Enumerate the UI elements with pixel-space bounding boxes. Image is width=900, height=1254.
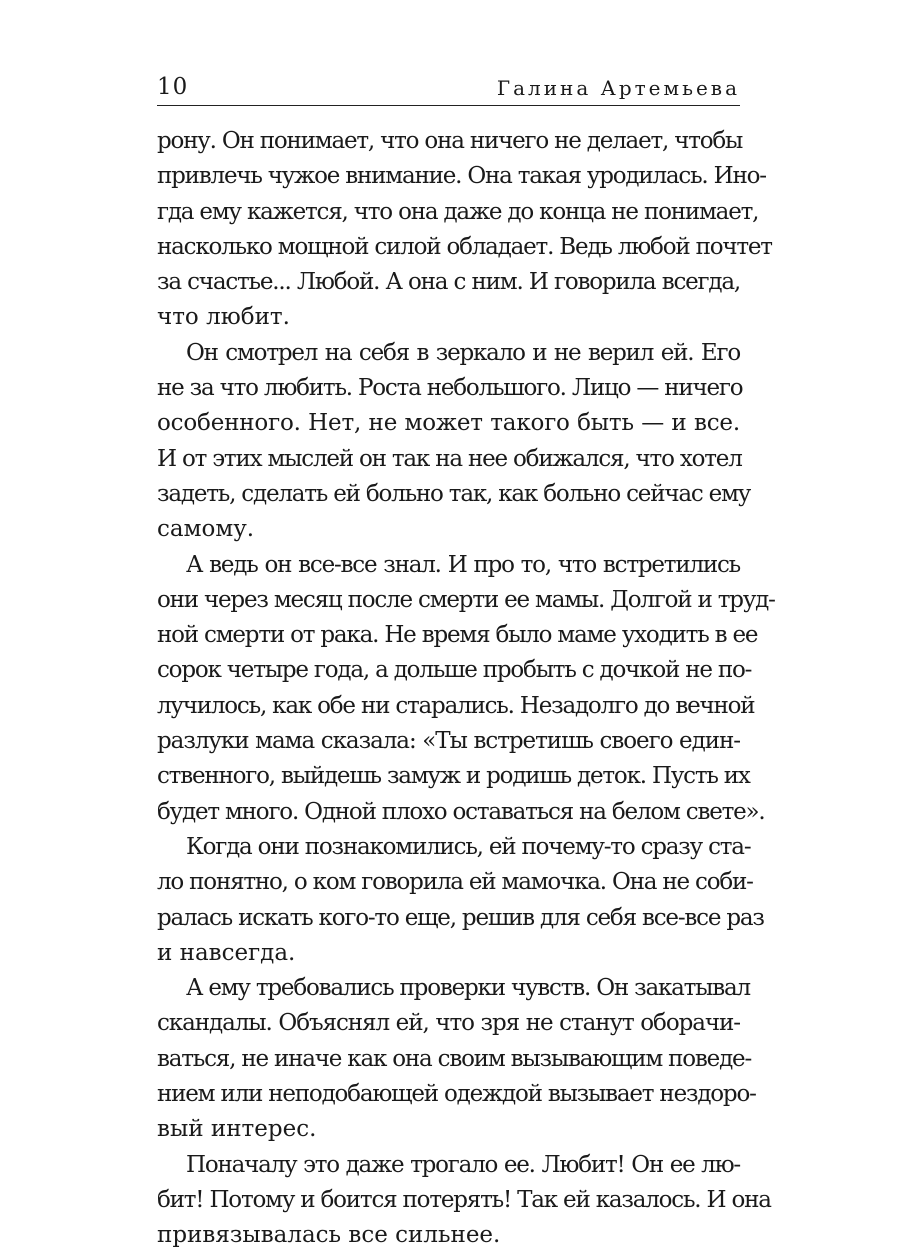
text-line: И от этих мыслей он так на нее обижался, что хотел — [157, 445, 742, 472]
text-line: насколько мощной силой обладает. Ведь любой почтет — [157, 233, 772, 260]
text-line: рону. Он понимает, что она ничего не делает, чтобы — [157, 128, 743, 154]
text-line: ло понятно, о ком говорила ей мамочка. Она не соби- — [157, 869, 753, 896]
text-line: лучилось, как обе ни старались. Незадолго до вечной — [157, 692, 755, 719]
text-line: задеть, сделать ей больно так, как больно сейчас ему — [157, 480, 751, 507]
text-line: вый интерес. — [157, 1116, 317, 1143]
paragraph — [157, 1148, 771, 1254]
text-line: ралась искать кого-то еще, решив для себя все-все раз — [157, 904, 764, 931]
header-rule — [157, 105, 740, 106]
text-line: особенного. Нет, не может такого быть — и все. — [157, 410, 740, 437]
paragraph — [157, 971, 756, 1147]
text-line: А ведь он все-все знал. И про то, что встретились — [186, 551, 740, 578]
text-line: Когда они познакомились, ей почему-то сразу ста- — [186, 833, 751, 860]
author-name: Галина Артемьева — [496, 76, 740, 100]
running-head — [157, 66, 740, 100]
text-line: будет много. Одной плохо оставаться на белом свете». — [157, 798, 765, 825]
paragraph — [157, 124, 772, 336]
text-line: ваться, не иначе как она своим вызывающим поведе- — [157, 1045, 752, 1072]
text-line: и навсегда. — [157, 939, 296, 966]
text-line: сорок четыре года, а дольше пробыть с дочкой не по- — [157, 657, 752, 684]
text-line: привязывалась все сильнее. — [157, 1222, 501, 1249]
text-line: Поначалу это даже трогало ее. Любит! Он ее лю- — [186, 1151, 740, 1178]
paragraph — [157, 336, 751, 548]
text-line: что любит. — [157, 304, 290, 331]
text-line: самому. — [157, 516, 255, 543]
text-line: Он смотрел на себя в зеркало и не верил ей. Его — [186, 339, 740, 366]
text-line: нием или неподобающей одеждой вызывает нездоро- — [157, 1081, 756, 1108]
text-line: разлуки мама сказала: «Ты встретишь своего един- — [157, 728, 740, 755]
text-line: ной смерти от рака. Не время было маме уходить в ее — [157, 622, 758, 649]
text-line: привлечь чужое внимание. Она такая уродилась. Ино- — [157, 163, 766, 190]
text-line: за счастье... Любой. А она с ним. И говорила всегда, — [157, 269, 740, 296]
text-line: А ему требовались проверки чувств. Он закатывал — [186, 975, 750, 1002]
body-text — [157, 124, 775, 1254]
text-line: ственного, выйдешь замуж и родишь деток. Пусть их — [157, 763, 750, 790]
text-line: не за что любить. Роста небольшого. Лицо — ничего — [157, 375, 743, 402]
text-line: бит! Потому и боится потерять! Так ей казалось. И она — [157, 1186, 771, 1213]
page-number: 10 — [157, 74, 189, 100]
text-line: скандалы. Объяснял ей, что зря не станут оборачи- — [157, 1010, 740, 1037]
text-line: гда ему кажется, что она даже до конца не понимает, — [157, 198, 759, 225]
text-line: они через месяц после смерти ее мамы. Долгой и труд- — [157, 586, 775, 613]
paragraph — [157, 830, 764, 971]
paragraph — [157, 548, 775, 830]
